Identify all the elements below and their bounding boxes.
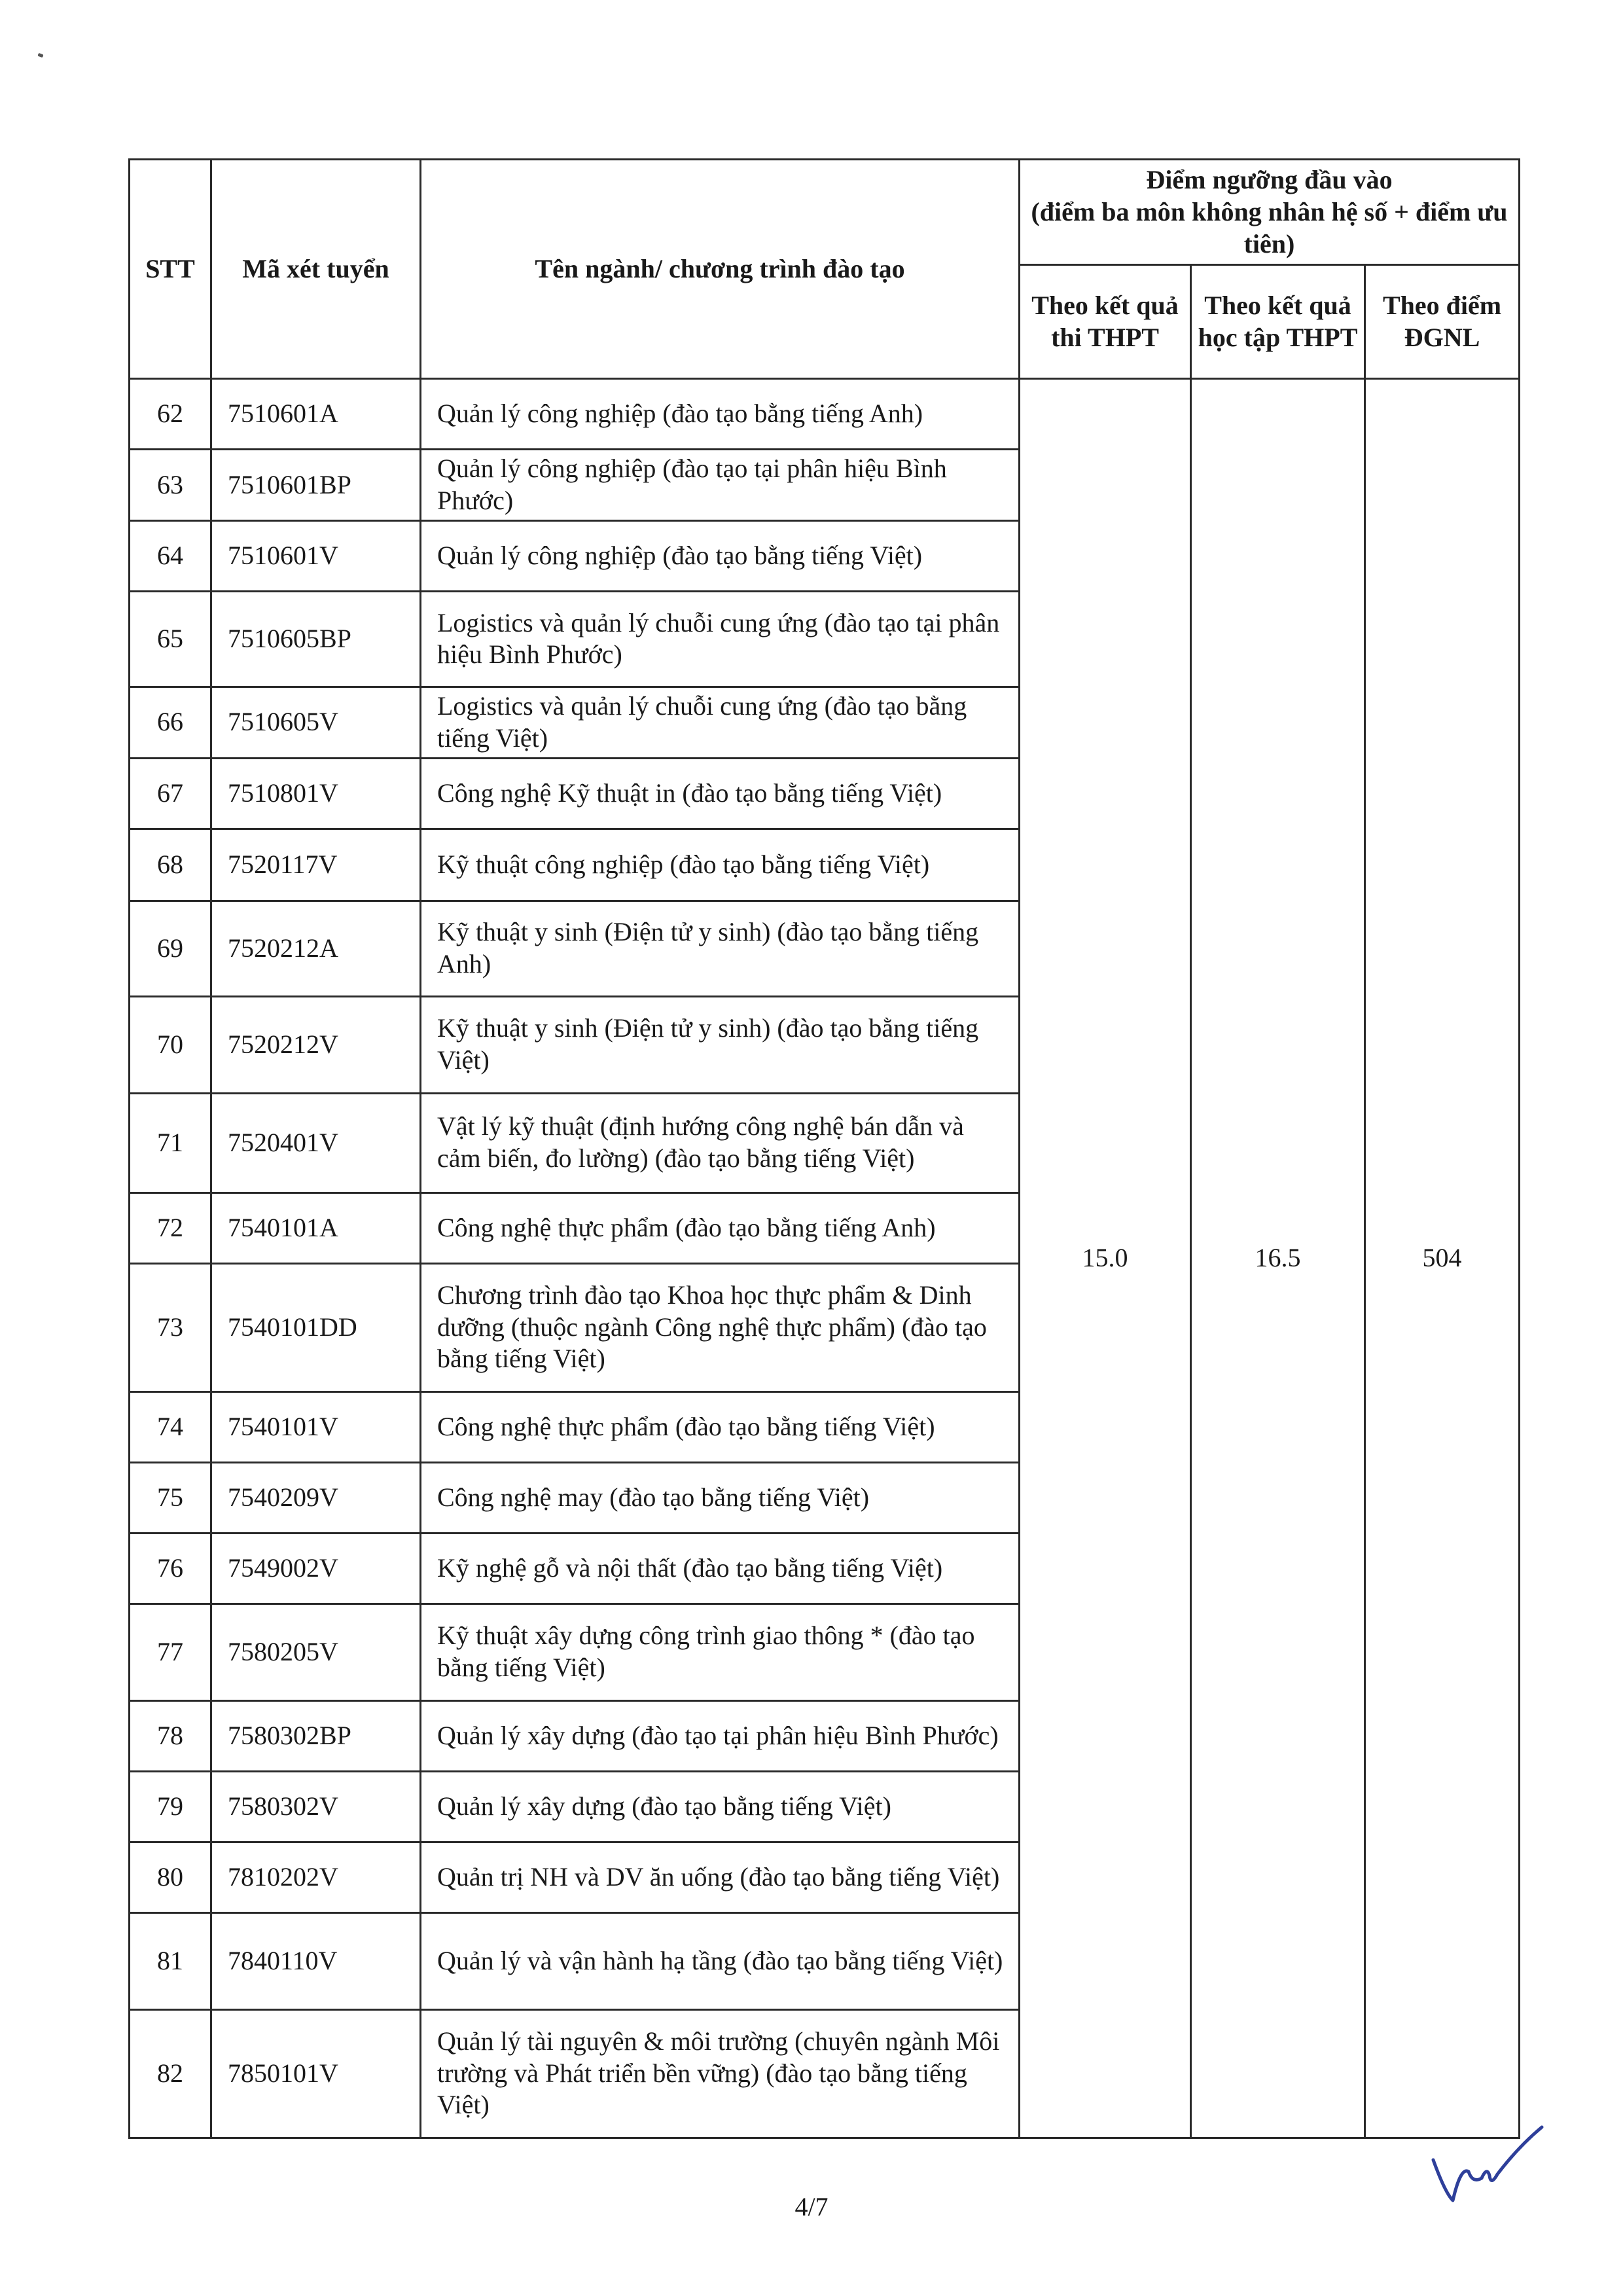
row-program: Công nghệ may (đào tạo bằng tiếng Việt): [421, 1462, 1020, 1533]
row-stt: 82: [130, 2009, 211, 2138]
row-stt: 65: [130, 591, 211, 687]
row-stt: 79: [130, 1771, 211, 1842]
header-dgnl: Theo điểm ĐGNL: [1365, 265, 1520, 379]
header-stt: STT: [130, 160, 211, 379]
row-code: 7510601BP: [211, 450, 421, 521]
row-stt: 64: [130, 520, 211, 591]
row-stt: 68: [130, 829, 211, 901]
row-code: 7520212A: [211, 901, 421, 996]
header-threshold: [1020, 160, 1520, 265]
row-program: Kỹ thuật công nghiệp (đào tạo bằng tiếng Việt): [421, 829, 1020, 901]
row-program: Quản lý tài nguyên & môi trường (chuyên ngành Môi trường và Phát triển bền vững) (đào tạo bằng tiếng Việt): [421, 2009, 1020, 2138]
row-stt: 80: [130, 1842, 211, 1912]
row-program: Quản lý và vận hành hạ tầng (đào tạo bằng tiếng Việt): [421, 1912, 1020, 2009]
row-program: Công nghệ thực phẩm (đào tạo bằng tiếng Anh): [421, 1193, 1020, 1263]
row-code: 7540209V: [211, 1462, 421, 1533]
page-number: 4/7: [794, 2192, 829, 2221]
row-stt: 69: [130, 901, 211, 996]
row-program: Quản lý công nghiệp (đào tạo bằng tiếng Anh): [421, 379, 1020, 450]
row-program: Quản lý xây dựng (đào tạo bằng tiếng Việt): [421, 1771, 1020, 1842]
header-thpt-exam: Theo kết quả thi THPT: [1020, 265, 1191, 379]
row-stt: 78: [130, 1700, 211, 1771]
row-program: Kỹ thuật y sinh (Điện tử y sinh) (đào tạo bằng tiếng Việt): [421, 996, 1020, 1093]
row-program: Quản trị NH và DV ăn uống (đào tạo bằng tiếng Việt): [421, 1842, 1020, 1912]
row-program: Công nghệ Kỹ thuật in (đào tạo bằng tiếng Việt): [421, 758, 1020, 829]
score-dgnl: 504: [1365, 379, 1520, 2138]
row-program: Quản lý công nghiệp (đào tạo tại phân hiệu Bình Phước): [421, 450, 1020, 521]
row-stt: 81: [130, 1912, 211, 2009]
row-stt: 67: [130, 758, 211, 829]
score-thpt-transcript: 16.5: [1191, 379, 1365, 2138]
row-code: 7510601A: [211, 379, 421, 450]
header-thpt-transcript: Theo kết quả học tập THPT: [1191, 265, 1365, 379]
row-stt: 72: [130, 1193, 211, 1263]
row-stt: 73: [130, 1263, 211, 1391]
row-code: 7520401V: [211, 1093, 421, 1193]
row-code: 7840110V: [211, 1912, 421, 2009]
row-program: Quản lý xây dựng (đào tạo tại phân hiệu Bình Phước): [421, 1700, 1020, 1771]
row-program: Công nghệ thực phẩm (đào tạo bằng tiếng Việt): [421, 1391, 1020, 1462]
row-program: Kỹ nghệ gỗ và nội thất (đào tạo bằng tiếng Việt): [421, 1533, 1020, 1604]
row-code: 7520117V: [211, 829, 421, 901]
row-stt: 74: [130, 1391, 211, 1462]
row-stt: 66: [130, 687, 211, 758]
row-code: 7580302V: [211, 1771, 421, 1842]
row-code: 7540101DD: [211, 1263, 421, 1391]
row-program: Kỹ thuật xây dựng công trình giao thông * (đào tạo bằng tiếng Việt): [421, 1604, 1020, 1700]
row-program: Kỹ thuật y sinh (Điện tử y sinh) (đào tạo bằng tiếng Anh): [421, 901, 1020, 996]
row-stt: 76: [130, 1533, 211, 1604]
row-code: 7540101A: [211, 1193, 421, 1263]
row-code: 7510605BP: [211, 591, 421, 687]
header-code: Mã xét tuyển: [211, 160, 421, 379]
row-program: Quản lý công nghiệp (đào tạo bằng tiếng Việt): [421, 520, 1020, 591]
row-code: 7510601V: [211, 520, 421, 591]
row-code: 7810202V: [211, 1842, 421, 1912]
row-code: 7850101V: [211, 2009, 421, 2138]
row-code: 7580205V: [211, 1604, 421, 1700]
header-threshold-title: Điểm ngưỡng đầu vào: [1146, 165, 1393, 194]
scan-speck: [37, 53, 43, 58]
admission-threshold-table: [128, 158, 1520, 2139]
row-code: 7520212V: [211, 996, 421, 1093]
row-code: 7510801V: [211, 758, 421, 829]
row-program: Logistics và quản lý chuỗi cung ứng (đào tạo tại phân hiệu Bình Phước): [421, 591, 1020, 687]
header-program: Tên ngành/ chương trình đào tạo: [421, 160, 1020, 379]
row-program: Chương trình đào tạo Khoa học thực phẩm & Dinh dưỡng (thuộc ngành Công nghệ thực phẩm) (đào tạo bằng tiếng Việt): [421, 1263, 1020, 1391]
row-stt: 70: [130, 996, 211, 1093]
header-threshold-subtitle: (điểm ba môn không nhân hệ số + điểm ưu tiên): [1031, 196, 1508, 259]
row-code: 7510605V: [211, 687, 421, 758]
score-thpt-exam: 15.0: [1020, 379, 1191, 2138]
signature-mark: [1427, 2121, 1544, 2212]
row-stt: 63: [130, 450, 211, 521]
row-code: 7549002V: [211, 1533, 421, 1604]
row-program: Logistics và quản lý chuỗi cung ứng (đào tạo bằng tiếng Việt): [421, 687, 1020, 758]
row-stt: 77: [130, 1604, 211, 1700]
row-stt: 71: [130, 1093, 211, 1193]
row-program: Vật lý kỹ thuật (định hướng công nghệ bán dẫn và cảm biến, đo lường) (đào tạo bằng tiếng Việt): [421, 1093, 1020, 1193]
row-stt: 75: [130, 1462, 211, 1533]
row-stt: 62: [130, 379, 211, 450]
table-row: [130, 379, 1520, 450]
row-code: 7540101V: [211, 1391, 421, 1462]
row-code: 7580302BP: [211, 1700, 421, 1771]
